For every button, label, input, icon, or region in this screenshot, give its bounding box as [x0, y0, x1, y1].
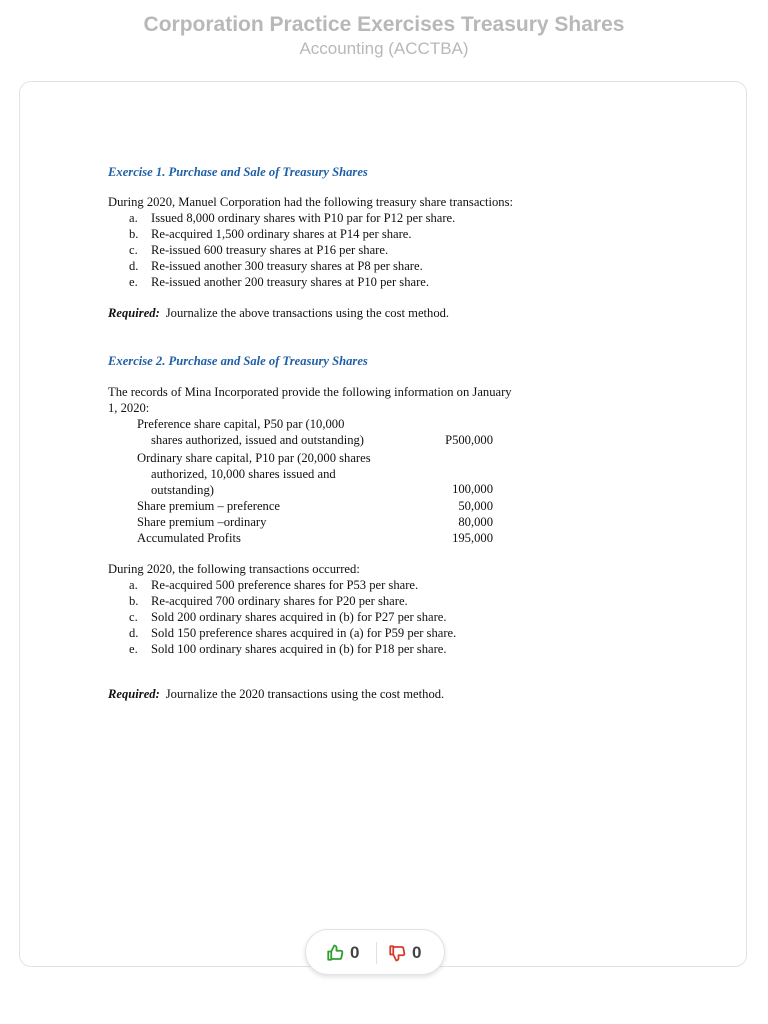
balance-row: Ordinary share capital, P10 par (20,000 shares authorized, 10,000 shares issued and outstanding) 100,000 [137, 451, 493, 497]
exercise-2-list [108, 577, 588, 657]
balance-row: Preference share capital, P50 par (10,000 shares authorized, issued and outstanding) P500,000 [137, 417, 493, 447]
document-title: Corporation Practice Exercises Treasury Shares [143, 13, 625, 36]
exercise-2-required [108, 686, 588, 702]
exercise-1-list [108, 210, 588, 290]
balance-table [108, 416, 588, 546]
exercise-2-transactions-intro: During 2020, the following transactions occurred: [108, 562, 360, 576]
list-item: d. Sold 150 preference shares acquired in (a) for P59 per share. [129, 626, 457, 640]
required-text: Journalize the 2020 transactions using the cost method. [165, 687, 445, 701]
balance-amount: 195,000 [452, 531, 493, 545]
list-item: b. Re-acquired 1,500 ordinary shares at P14 per share. [129, 227, 412, 241]
document-header [0, 12, 768, 60]
downvote-button[interactable] [388, 942, 421, 964]
balance-row: Accumulated Profits 195,000 [137, 531, 493, 545]
list-item: c. Sold 200 ordinary shares acquired in (b) for P27 per share. [129, 610, 447, 624]
balance-row: Share premium –ordinary 80,000 [137, 515, 493, 529]
required-label: Required: [108, 687, 160, 701]
course-subtitle[interactable]: Accounting (ACCTBA) [299, 39, 469, 58]
upvote-count: 0 [350, 943, 360, 962]
list-item: b. Re-acquired 700 ordinary shares for P20 per share. [129, 594, 408, 608]
list-item: e. Sold 100 ordinary shares acquired in (b) for P18 per share. [129, 642, 447, 656]
list-item: d. Re-issued another 300 treasury shares at P8 per share. [129, 259, 423, 273]
downvote-count: 0 [412, 943, 422, 962]
exercise-2-heading: Exercise 2. Purchase and Sale of Treasury Shares [108, 354, 368, 368]
list-item: c. Re-issued 600 treasury shares at P16 per share. [129, 243, 389, 257]
list-item: e. Re-issued another 200 treasury shares at P10 per share. [129, 275, 430, 289]
thumbs-up-icon [326, 944, 344, 962]
exercise-1-heading: Exercise 1. Purchase and Sale of Treasury Shares [108, 165, 368, 179]
balance-amount: 50,000 [458, 499, 493, 513]
balance-amount: P500,000 [445, 433, 493, 447]
exercise-1-required [108, 305, 588, 321]
vote-bar [305, 929, 445, 975]
balance-amount: 80,000 [458, 515, 493, 529]
balance-row: Share premium – preference 50,000 [137, 499, 493, 513]
document-page [108, 160, 588, 702]
exercise-2-intro: The records of Mina Incorporated provide the following information on January 1, 2020: [108, 385, 512, 415]
list-item: a. Issued 8,000 ordinary shares with P10 par for P12 per share. [129, 211, 456, 225]
upvote-button[interactable] [326, 942, 359, 964]
list-item: a. Re-acquired 500 preference shares for P53 per share. [129, 578, 419, 592]
thumbs-down-icon [388, 944, 406, 962]
required-text: Journalize the above transactions using the cost method. [165, 306, 450, 320]
required-label: Required: [108, 306, 160, 320]
vote-divider [376, 942, 377, 964]
exercise-1-intro: During 2020, Manuel Corporation had the following treasury share transactions: [108, 195, 514, 209]
balance-amount: 100,000 [452, 482, 493, 496]
